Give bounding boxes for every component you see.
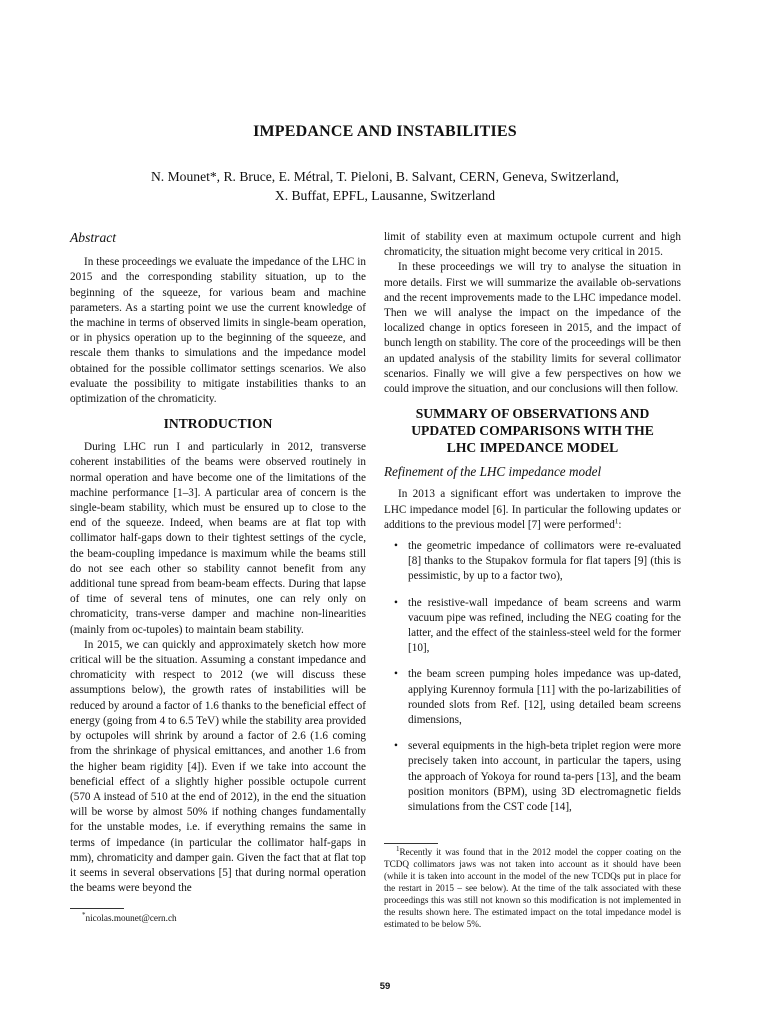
list-item	[384, 539, 681, 585]
author-email: nicolas.mounet@cern.ch	[85, 913, 177, 923]
author-list	[0, 167, 770, 205]
list-item	[384, 739, 681, 815]
author-footnote-mark: *	[82, 910, 86, 919]
author-email-note	[70, 908, 366, 924]
summary-paragraph-1-text: In 2013 a significant effort was undertaken to improve the LHC impedance model [6]. In particular the following updates or additions to the previous model [7] were performed	[384, 488, 681, 531]
author-line-1: N. Mounet*, R. Bruce, E. Métral, T. Pieloni, B. Salvant, CERN, Geneva, Switzerland,	[150, 169, 620, 184]
footnote-1	[384, 843, 681, 930]
list-item-text: several equipments in the high-beta triplet region were more precisely taken into account, in particular the tapers, using the approach of Yokoya for round ta-pers [13], and the beam position monitors (BPM), using 3D electromagnetic fields simulations from the CST code [14],	[408, 740, 681, 814]
list-item	[384, 596, 681, 657]
footnote-1-body: Recently it was found that in the 2012 model the copper coating on the TCDQ collimators jaws was not taken into account as it should have been (while it is taken into account in the model of the new TCDQs put in place for the restart in 2015 – see below). At the time of the talk associated with these proceedings this was still not known so this modification is not implemented in the results shown here. The estimated impact on the total impedance model is estimated to be below 5%.	[384, 847, 681, 929]
bullet-icon: •	[394, 740, 398, 753]
footnote-rule	[70, 908, 124, 909]
abstract-heading: Abstract	[70, 230, 117, 245]
introduction-paragraph-3: limit of stability even at maximum octupole current and high chromaticity, the situation might become very critical in 2015.	[384, 231, 681, 259]
summary-heading	[384, 405, 681, 456]
left-column	[70, 230, 366, 896]
author-footnote	[70, 908, 366, 924]
summary-heading-line-3: LHC IMPEDANCE MODEL	[446, 440, 619, 456]
list-item-text: the resistive-wall impedance of beam screens and warm vacuum pipe was refined, including the NEG coating for the latter, and the effect of the stainless-steel weld for the former [10],	[408, 596, 681, 655]
impedance-model-subheading: Refinement of the LHC impedance model	[384, 464, 602, 480]
footnote-1-text	[384, 843, 681, 930]
footnote-rule	[384, 843, 438, 844]
introduction-heading: INTRODUCTION	[163, 416, 273, 432]
list-item-text: the beam screen pumping holes impedance was up-dated, applying Kurennoy formula [11] with the po-larizabilities of rounded slots from Ref. [12], using detailed beam screens dimensions,	[408, 668, 681, 727]
bullet-icon: •	[394, 668, 398, 681]
footnote-1-ref: 1	[614, 517, 619, 526]
summary-paragraph-1-end: :	[618, 518, 622, 531]
list-item	[384, 667, 681, 728]
summary-paragraph-1	[384, 487, 681, 533]
page-number: 59	[379, 981, 391, 992]
summary-heading-line-1: SUMMARY OF OBSERVATIONS AND	[415, 406, 650, 422]
bullet-icon: •	[394, 596, 398, 609]
introduction-paragraph-4: In these proceedings we will try to analyse the situation in more details. First we will summarize the available ob-servations and the recent improvements made to the LHC impedance model. Then we will analyse the impact on the impedance of the localized change in optics foreseen in 2015, and the impact of bunch length on stability. The core of the proceedings will be then an updated analysis of the stability limits for several collimator scenarios. Finally we will give a few perspectives on how we could improve the situation, and our conclusions will then follow.	[384, 261, 681, 396]
paper-title: IMPEDANCE AND INSTABILITIES	[253, 123, 517, 140]
footnote-1-mark: 1	[396, 844, 400, 853]
author-line-2: X. Buffat, EPFL, Lausanne, Switzerland	[274, 188, 496, 203]
introduction-paragraph-1: During LHC run I and particularly in 2012, transverse coherent instabilities of the beams were observed routinely in normal operation and have become one of the limitations of the machine performance [1–3]. A particular area of concern is the single-beam stability, which must be ensured up to close to the end of the squeeze. Indeed, when beams are at flat top with collimator half-gaps down to their tightest settings of the cycle, the beam-coupling impedance is maximum while the beams still do not see each other so stability cannot benefit from any additional tune spread from beam-beam effects. During that lapse of time of several tens of minutes, one can rely only on chromaticity, trans-verse damper and machine non-linearities (mainly from oc-tupoles) to maintain beam stability.	[70, 441, 366, 636]
list-item-text: the geometric impedance of collimators were re-evaluated [8] thanks to the Stupakov formula for flat tapers [9] (this is pessimistic, by up to a factor two),	[408, 540, 681, 583]
summary-heading-line-2: UPDATED COMPARISONS WITH THE	[411, 423, 654, 439]
update-list	[384, 539, 681, 815]
bullet-icon: •	[394, 540, 398, 553]
abstract-text: In these proceedings we evaluate the impedance of the LHC in 2015 and the corresponding stability situation, up to the beginning of the squeeze, for various beam and machine parameters. As a starting point we use the current knowledge of the machine in terms of observed limits in single-beam operation, or in physics operation up to the beginning of the squeeze, and rescale them thanks to simulations and the impedance model obtained for the possible collimator settings scenarios. We also evaluate the possibility to mitigate instabilities thanks to an optimization of the chromaticity.	[70, 256, 366, 406]
right-column	[384, 230, 681, 826]
introduction-paragraph-2: In 2015, we can quickly and approximately sketch how more critical will be the situation. Assuming a constant impedance and chromaticity with respect to 2012 (we will discuss these assumptions below), the growth rates of instabilities will be reduced by around a factor of 1.6 thanks to the beneficial effect of energy (going from 4 to 6.5 TeV) while the stability area provided by octupoles will shrink by around a factor of 2.6 (1.6 coming from the shrinkage of physical emittances, and another 1.6 from the higher beam rigidity [4]). Even if we take into account the beneficial effect of a slightly higher possible octupole current (570 A instead of 510 at the end of 2012), in the end the situation will be worse by almost 50% if nothing changes fundamentally for the unstable modes, i.e. if everything remains the same in terms of impedance (in particular the collimator half-gaps in mm), chromaticity and damper gain. Given the fact that at flat top it seems in several observations [5] that during normal operation the beams were beyond the	[70, 638, 366, 895]
